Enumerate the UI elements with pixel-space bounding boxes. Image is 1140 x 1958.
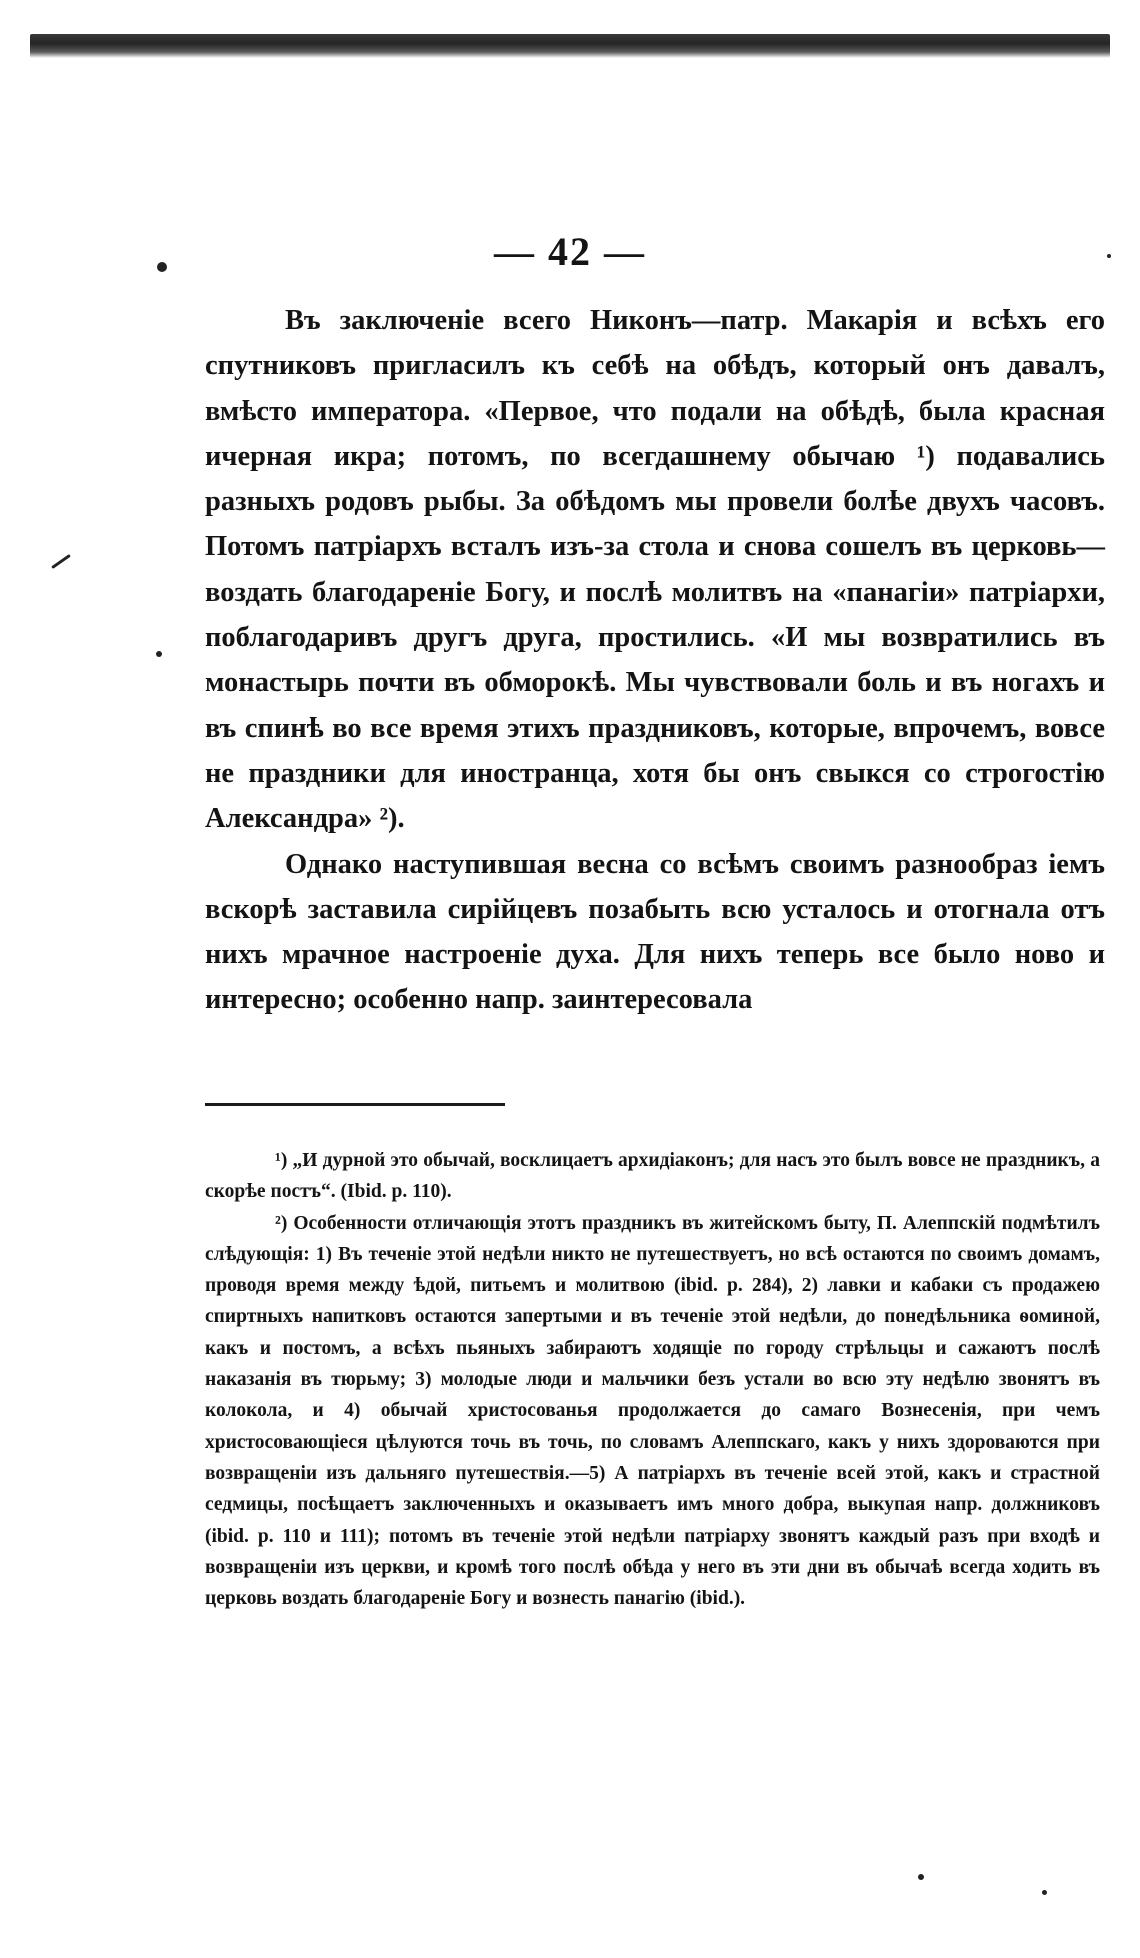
margin-dot bbox=[1042, 1890, 1047, 1895]
margin-dot bbox=[51, 554, 71, 569]
footnote: ¹) „И дурной это обычай, восклицаетъ архидіаконъ; для насъ это былъ вовсе не праздникъ, а скорѣе постъ“. (Ibid. p. 110). bbox=[205, 1150, 1100, 1203]
footnotes bbox=[205, 1145, 1100, 1614]
margin-dot bbox=[918, 1874, 924, 1880]
paragraph: Однако наступившая весна со всѣмъ своимъ разнообраз іемъ вскорѣ заставила сирійцевъ позабыть всю усталось и отогнала отъ нихъ мрачное настроеніе духа. Для нихъ теперь все было ново и интересно; особенно напр. заинтересовала bbox=[205, 848, 1105, 1016]
page-top-edge bbox=[30, 34, 1110, 58]
paragraph: Въ заключеніе всего Никонъ—патр. Макарія и всѣхъ его спутниковъ пригласилъ къ себѣ на обѣдъ, который онъ давалъ, вмѣсто императора. «Первое, что подали на обѣдѣ, была красная ичерная икра; потомъ, по всегдашнему обычаю ¹) подавались разныхъ родовъ рыбы. За обѣдомъ мы провели болѣе двухъ часовъ. Потомъ патріархъ всталъ изъ-за стола и снова сошелъ въ церковь—воздать благодареніе Богу, и послѣ молитвъ на «панагіи» патріархи, поблагодаривъ другъ друга, простились. «И мы возвратились въ монастырь почти въ обморокѣ. Мы чувствовали боль и въ ногахъ и въ спинѣ во все время этихъ праздниковъ, которые, впрочемъ, вовсе не праздники для иностранца, хотя бы онъ свыкся со строгостію Александра» ²). bbox=[205, 305, 1105, 835]
page-number: — 42 — bbox=[494, 229, 646, 274]
footnote: ²) Особенности отличающія этотъ праздникъ въ житейскомъ быту, П. Алеппскій подмѣтилъ слѣдующія: 1) Въ теченіе этой недѣли никто не путешествуетъ, но всѣ остаются по своимъ домамъ, проводя время между ѣдой, питьемъ и молитвою (ibid. p. 284), 2) лавки и кабаки съ продажею спиртныхъ напитковъ остаются запертыми и въ теченіе этой недѣли, до понедѣльника ѳоминой, какъ и постомъ, а всѣхъ пьяныхъ забираютъ ходящіе по городу стрѣльцы и сажаютъ послѣ наказанія въ тюрьму; 3) молодые люди и мальчики безъ устали во всю эту недѣлю звонятъ въ колокола, и 4) обычай христосованья продолжается до самаго Вознесенія, при чемъ христосовающіеся цѣлуются точь въ точь, по словамъ Алеппскаго, какъ у нихъ здороваются при возвращеніи изъ дальняго путешествія.—5) А патріархъ въ теченіе всей этой, какъ и страстной седмицы, посѣщаетъ заключенныхъ и оказываетъ имъ много добра, выкупая напр. должниковъ (ibid. p. 110 и 111); потомъ въ теченіе этой недѣли патріарху звонятъ каждый разъ при входѣ и возвращеніи изъ церкви, и кромѣ того послѣ обѣда у него въ эти дни въ обычаѣ всегда ходить въ церковь воздать благодареніе Богу и вознесть панагію (ibid.). bbox=[205, 1212, 1100, 1610]
margin-dot bbox=[156, 651, 162, 657]
footnote-separator bbox=[205, 1103, 505, 1106]
main-text bbox=[205, 298, 1105, 1023]
